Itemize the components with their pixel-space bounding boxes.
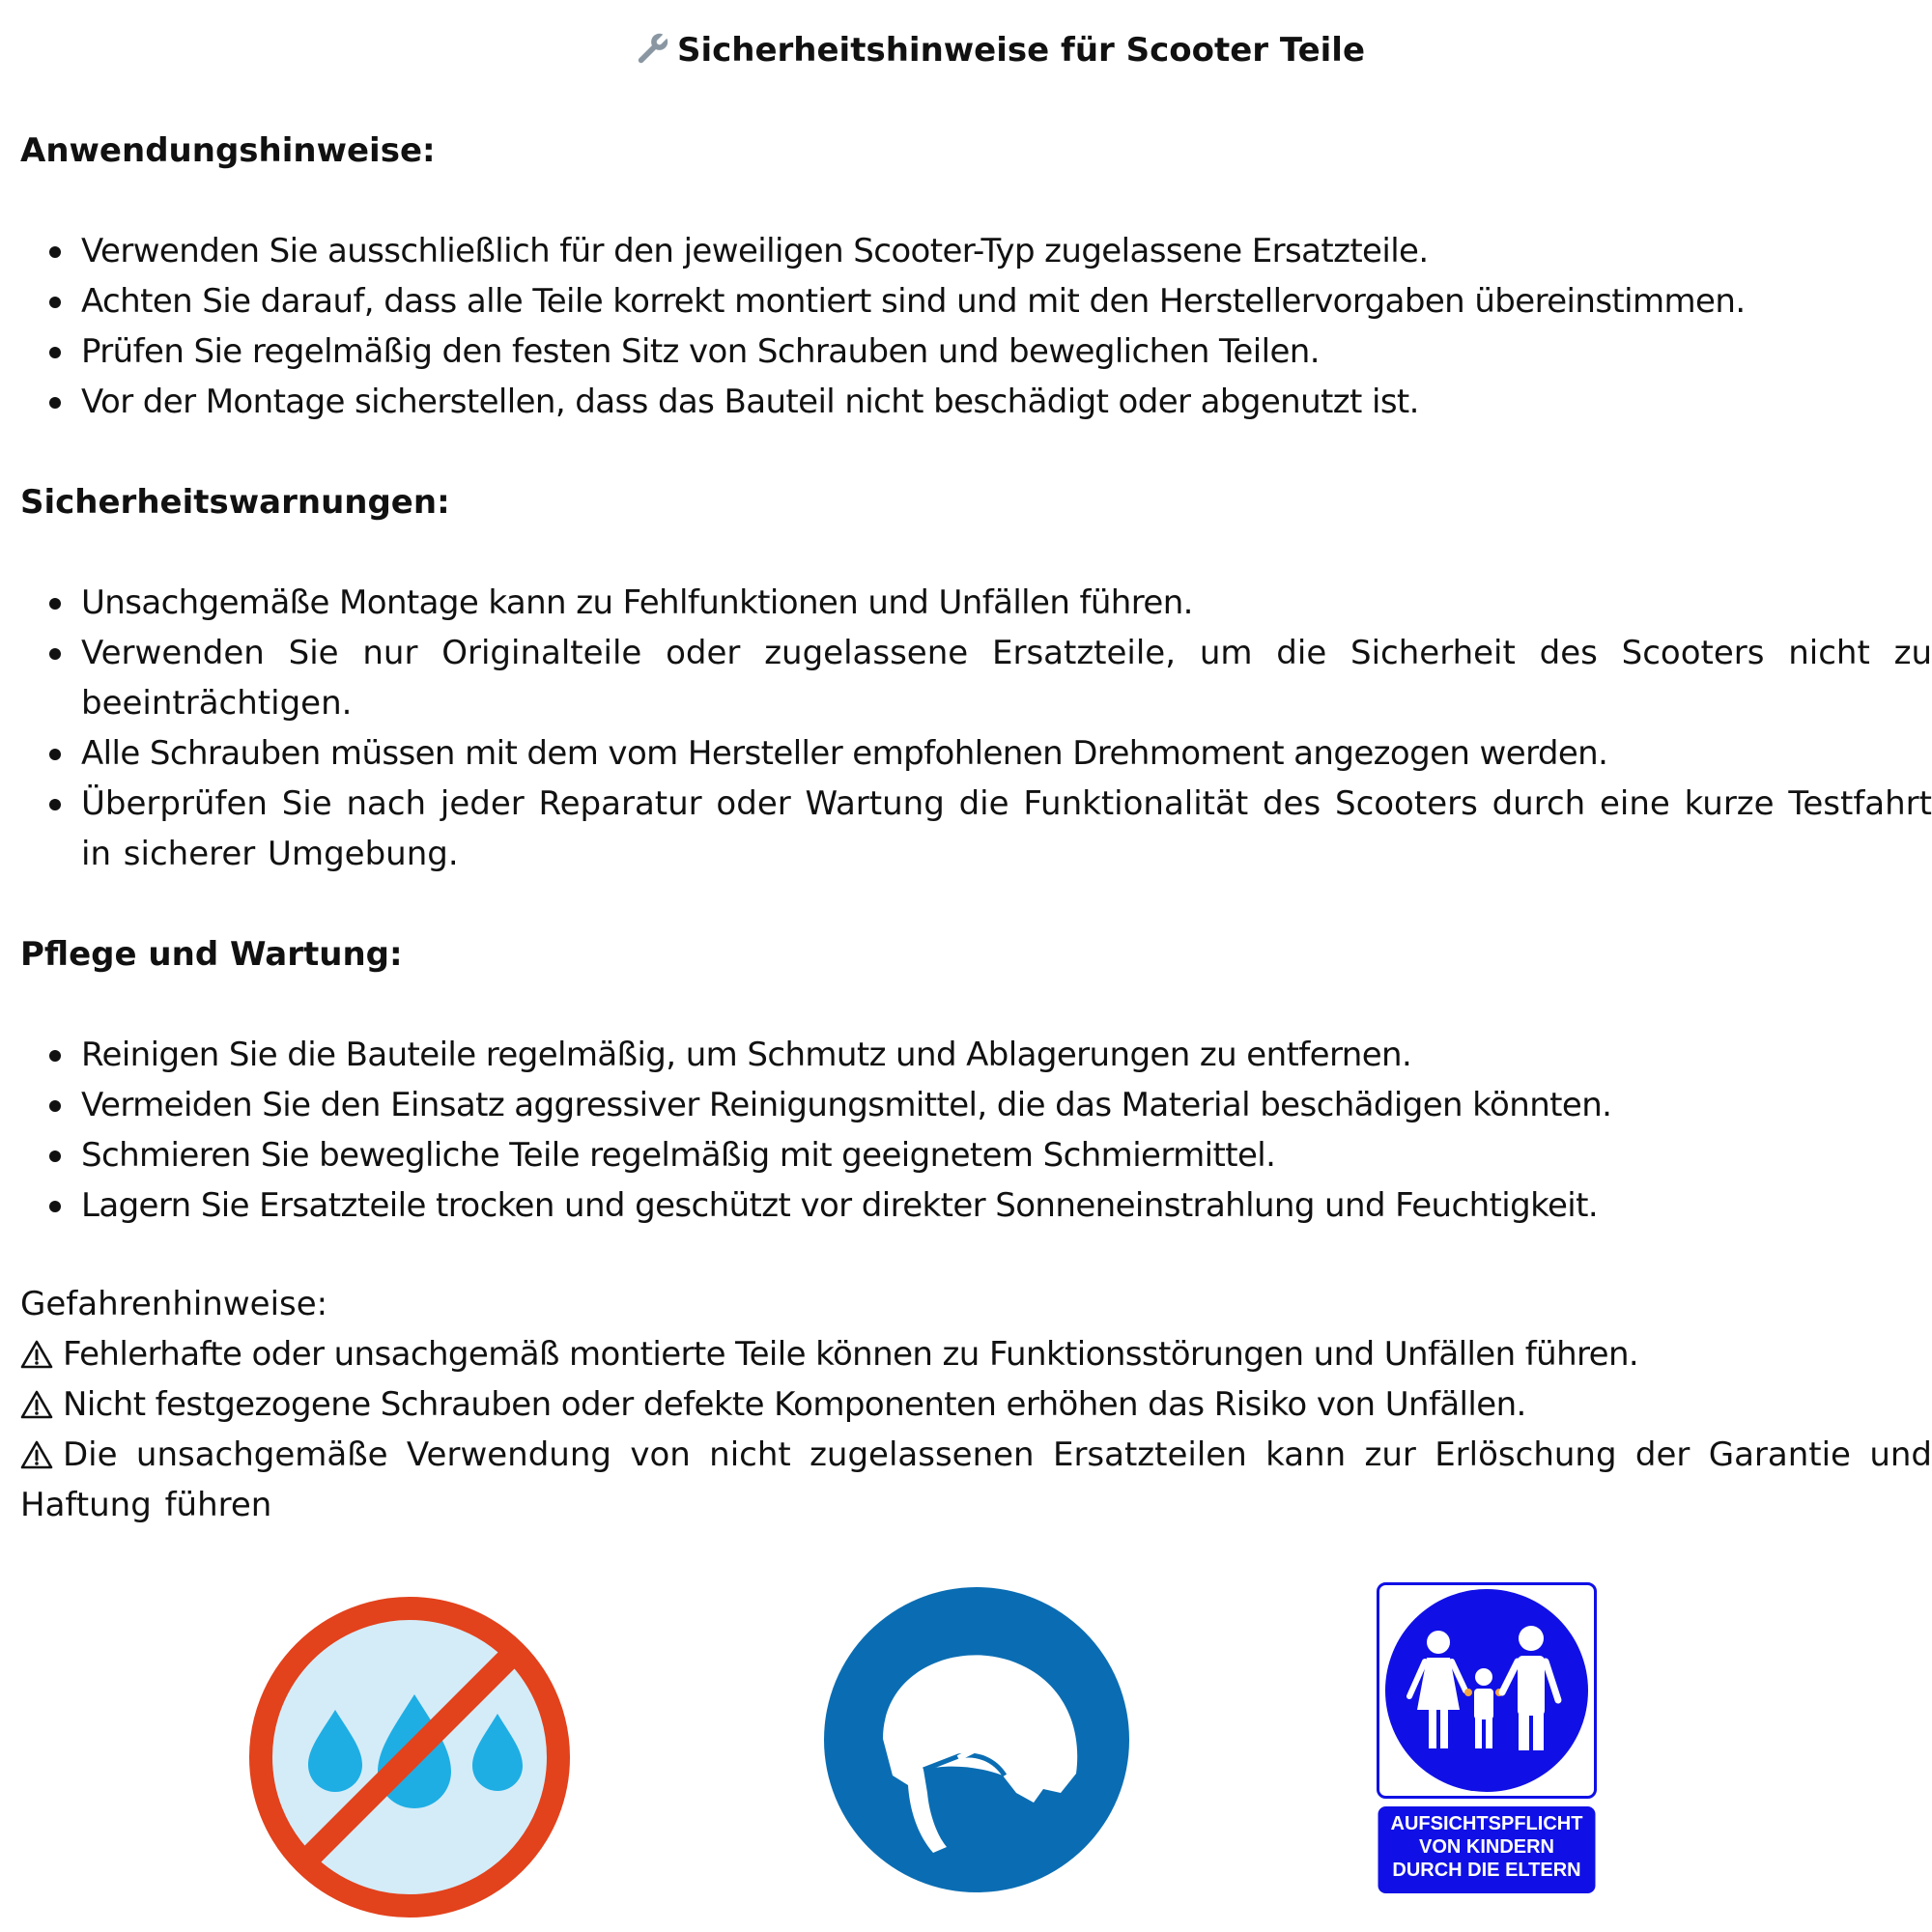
list-item: Vor der Montage sicherstellen, dass das Bauteil nicht beschädigt oder abgenutzt ist. [0,377,1932,427]
hazard-text: Die unsachgemäße Verwendung von nicht zugelassenen Ersatzteilen kann zur Erlöschung der Garantie und Haftung führen [20,1435,1932,1524]
hazard-item [20,1430,1932,1530]
list-item: Lagern Sie Ersatzteile trocken und geschützt vor direkter Sonneneinstrahlung und Feuchtigkeit. [0,1180,1932,1231]
no-water-sign-icon [248,1596,571,1918]
list-item: Alle Schrauben müssen mit dem vom Hersteller empfohlenen Drehmoment angezogen werden. [0,728,1932,779]
list-item: Verwenden Sie nur Originalteile oder zugelassene Ersatzteile, um die Sicherheit des Scooters nicht zu beeinträchtigen. [0,628,1932,728]
list-item: Reinigen Sie die Bauteile regelmäßig, um Schmutz und Ablagerungen zu entfernen. [0,1030,1932,1080]
heading-warnings: Sicherheitswarnungen: [20,483,450,522]
title-text: Sicherheitshinweise für Scooter Teile [676,31,1366,70]
list-item: Achten Sie darauf, dass alle Teile korrekt montiert sind und mit den Herstellervorgaben übereinstimmen. [0,276,1932,327]
svg-text:VON KINDERN: VON KINDERN [1418,1836,1555,1858]
list-item: Vermeiden Sie den Einsatz aggressiver Reinigungsmittel, die das Material beschädigen könnten. [0,1080,1932,1130]
list-item: Prüfen Sie regelmäßig den festen Sitz von Schrauben und beweglichen Teilen. [0,327,1932,377]
warning-icon [20,1339,53,1370]
hazard-item [20,1329,1932,1379]
list-item: Schmieren Sie bewegliche Teile regelmäßig mit geeignetem Schmiermittel. [0,1130,1932,1180]
heading-usage: Anwendungshinweise: [20,131,436,170]
hazard-text: Nicht festgezogene Schrauben oder defekte Komponenten erhöhen das Risiko von Unfällen. [63,1385,1526,1424]
heading-care: Pflege und Wartung: [20,935,403,974]
usage-list [0,226,1932,427]
heading-hazards: Gefahrenhinweise: [20,1285,328,1323]
list-item: Unsachgemäße Montage kann zu Fehlfunktionen und Unfällen führen. [0,578,1932,628]
page-title [0,25,1932,75]
svg-text:AUFSICHTSPFLICHT: AUFSICHTSPFLICHT [1390,1813,1583,1834]
care-list [0,1030,1932,1231]
list-item: Verwenden Sie ausschließlich für den jeweiligen Scooter-Typ zugelassene Ersatzteile. [0,226,1932,276]
wrench-icon [635,30,671,67]
hazard-item [20,1379,1932,1430]
warnings-list [0,578,1932,879]
warning-icon [20,1389,53,1420]
supervision-sign-icon [1377,1582,1597,1895]
svg-text:DURCH DIE ELTERN: DURCH DIE ELTERN [1392,1860,1581,1881]
warning-icon [20,1439,53,1470]
hazard-text: Fehlerhafte oder unsachgemäß montierte Teile können zu Funktionsstörungen und Unfällen führen. [63,1335,1639,1374]
list-item: Überprüfen Sie nach jeder Reparatur oder Wartung die Funktionalität des Scooters durch eine kurze Testfahrt in sicherer Umgebung. [0,779,1932,879]
helmet-sign-icon [823,1586,1130,1893]
